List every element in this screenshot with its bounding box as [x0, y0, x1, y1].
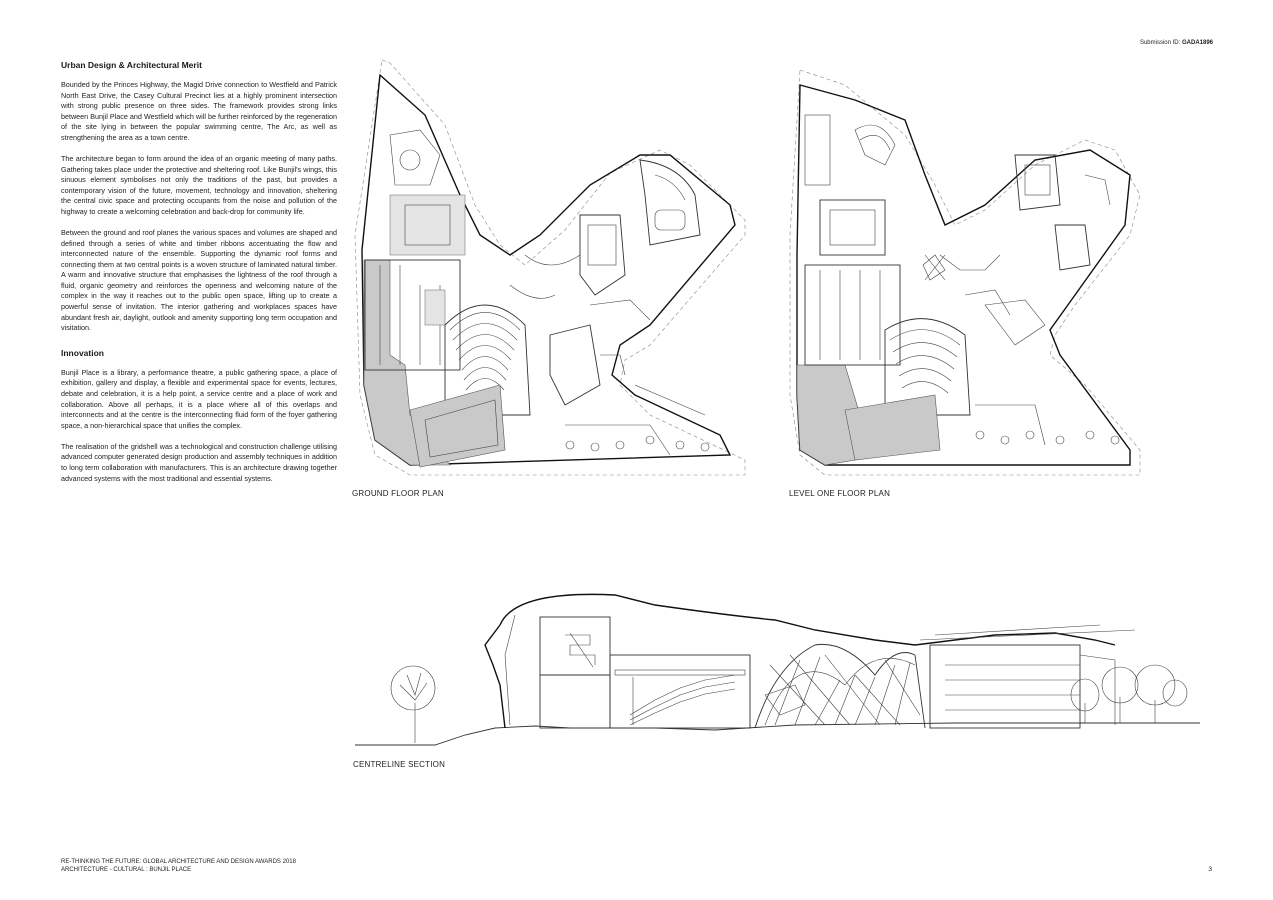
page-number: 3 — [1208, 866, 1212, 873]
paragraph: Bounded by the Princes Highway, the Magid Drive connection to Westfield and Patrick North East Drive, the Casey Cultural Precinct lies at a highly prominent intersection with strong public presence on three sides. The framework provides strong links between Bunjil Place and Westfield which will be further reinforced by the regeneration of the site lying in between the popular swimming centre, The Arc, as well as strengthening the area as a town centre. — [61, 80, 337, 142]
text-column — [61, 60, 337, 495]
heading-urban-design: Urban Design & Architectural Merit — [61, 60, 202, 70]
paragraph: Bunjil Place is a library, a performance theatre, a public gathering space, a place of exhibition, gallery and display, a flexible and experimental space for events, lectures, debate and celebration, it is a help point, a service centre and a place of work and collaboration. Above all perhaps, it is a place where all of this overlaps and interconnects and at the centre is the interconnecting fluid form of the foyer gathering space, a non-hierarchical space that unifies the complex. — [61, 367, 337, 430]
footer-awards-line: RE-THINKING THE FUTURE: GLOBAL ARCHITECTURE AND DESIGN AWARDS 2018 — [61, 859, 296, 865]
centreline-section-drawing — [355, 585, 1200, 755]
caption-ground-floor-plan: GROUND FLOOR PLAN — [352, 489, 444, 498]
caption-level-one-floor-plan: LEVEL ONE FLOOR PLAN — [789, 489, 891, 498]
submission-label: Submission ID: — [1139, 40, 1181, 46]
paragraph: The architecture began to form around the idea of an organic meeting of many paths. Gathering takes place under the protective and sheltering roof. Like Bunjil's wings, this sinuous element symbolises not only the traditions of the past, but provides a contemporary vision of the future, movement, technology and innovation, sheltering the central civic space and protecting occupants from the noise and pollution of the highway to create a welcoming celebration and back-drop for community life. — [61, 153, 337, 216]
paragraph: The realisation of the gridshell was a technological and construction challenge utilising advanced computer generated design production and assembly techniques in addition to long term collaboration with manufacturers. This is an architecture drawing together advanced systems with the most traditional and essential systems. — [61, 441, 337, 483]
footer-category-line: ARCHITECTURE - CULTURAL : BUNJIL PLACE — [61, 867, 192, 873]
submission-id — [1140, 40, 1213, 46]
submission-code: GADA1896 — [1181, 40, 1213, 46]
caption-centreline-section: CENTRELINE SECTION — [353, 760, 446, 769]
heading-innovation: Innovation — [61, 347, 104, 358]
ground-floor-plan-drawing — [350, 55, 750, 485]
level-one-floor-plan-drawing — [785, 55, 1145, 485]
footer — [61, 858, 296, 874]
paragraph: Between the ground and roof planes the various spaces and volumes are shaped and defined through a series of white and timber ribbons accentuating the flow and interconnected nature of the ensemble. Supporting the dynamic roof forms and connecting them at two central points is a woven structure of laminated natural timber. A warm and innovative structure that emphasises the lightness of the roof through a fluid, organic geometry and reinforces the openness and welcoming nature of the complex in the way it reaches out to the public open space, lifting up to create a powerful sense of invitation. The interior gathering and workplaces spaces have abundant fresh air, daylight, outlook and amenity supporting long term occupation and visitation. — [61, 227, 337, 333]
